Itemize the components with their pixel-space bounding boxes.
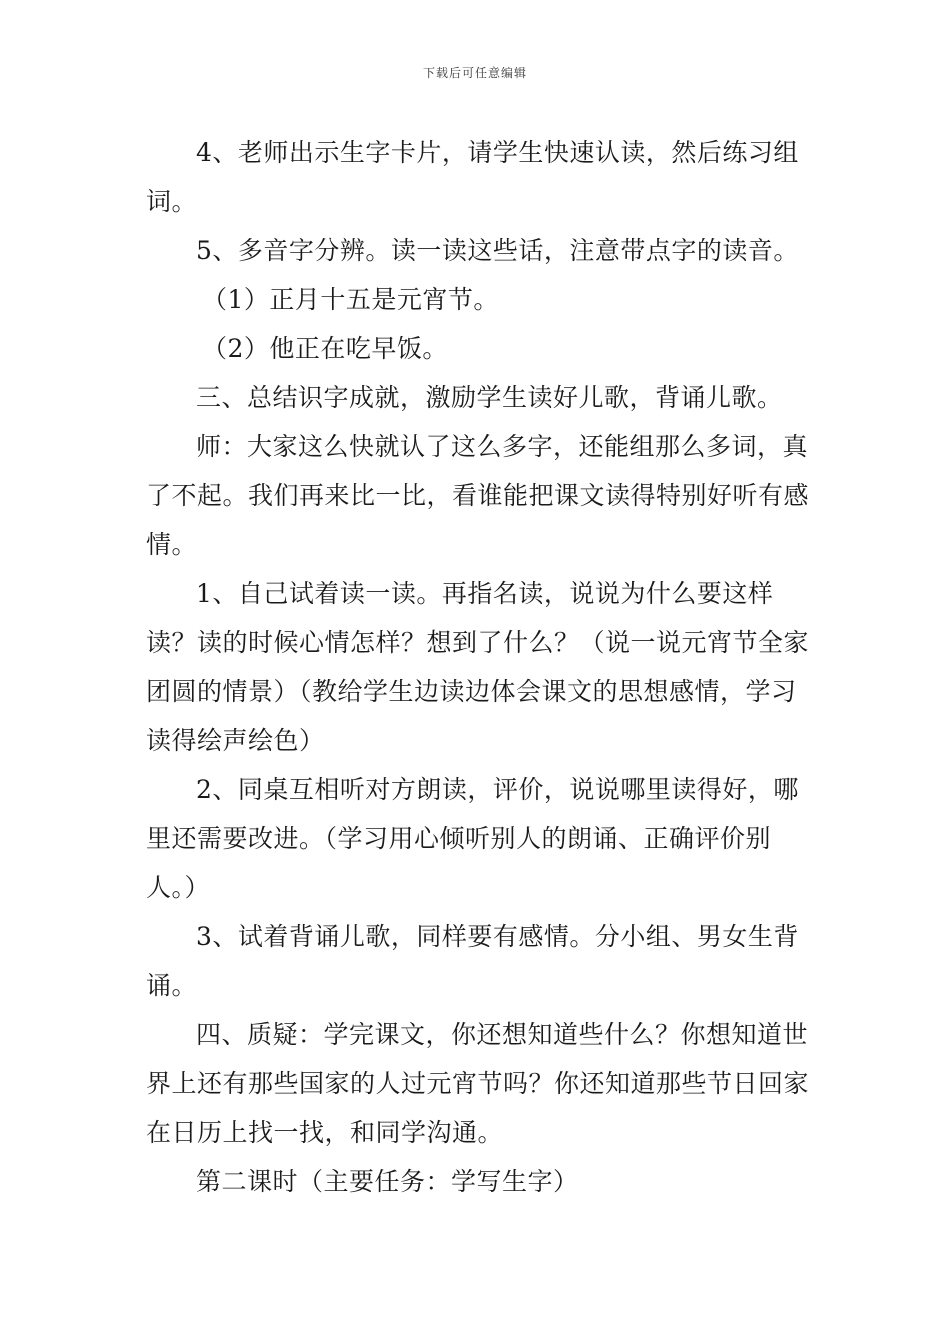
paragraph-section-3: 三、总结识字成就，激励学生读好儿歌，背诵儿歌。 [196, 383, 783, 412]
paragraph-step-4: 4、老师出示生字卡片，请学生快速认读，然后练习组词。 [146, 138, 799, 216]
paragraph-example-2: （2）他正在吃早饭。 [202, 334, 448, 363]
paragraph-section-4: 四、质疑：学完课文，你还想知道些什么？你想知道世界上还有那些国家的人过元宵节吗？你还知道那些节日回家在日历上找一找，和同学沟通。 [146, 1020, 810, 1147]
paragraph-example-1: （1）正月十五是元宵节。 [202, 285, 499, 314]
paragraph-activity-3: 3、试着背诵儿歌，同样要有感情。分小组、男女生背诵。 [146, 922, 799, 1000]
paragraph-activity-2: 2、同桌互相听对方朗读，评价，说说哪里读得好，哪里还需要改进。（学习用心倾听别人的朗诵、正确评价别人。） [146, 775, 799, 902]
page-header: 下载后可任意编辑 [422, 66, 527, 80]
paragraph-lesson-2-title: 第二课时（主要任务：学写生字） [196, 1167, 579, 1196]
paragraph-activity-1: 1、自己试着读一读。再指名读，说说为什么要这样读？读的时候心情怎样？想到了什么？（说一说元宵节全家团圆的情景）（教给学生边读边体会课文的思想感情，学习读得绘声绘色） [146, 579, 810, 755]
paragraph-step-5: 5、多音字分辨。读一读这些话，注意带点字的读音。 [196, 236, 799, 265]
paragraph-teacher-speech: 师：大家这么快就认了这么多字，还能组那么多词，真了不起。我们再来比一比，看谁能把课文读得特别好听有感情。 [146, 432, 810, 559]
document-body [146, 128, 810, 1206]
